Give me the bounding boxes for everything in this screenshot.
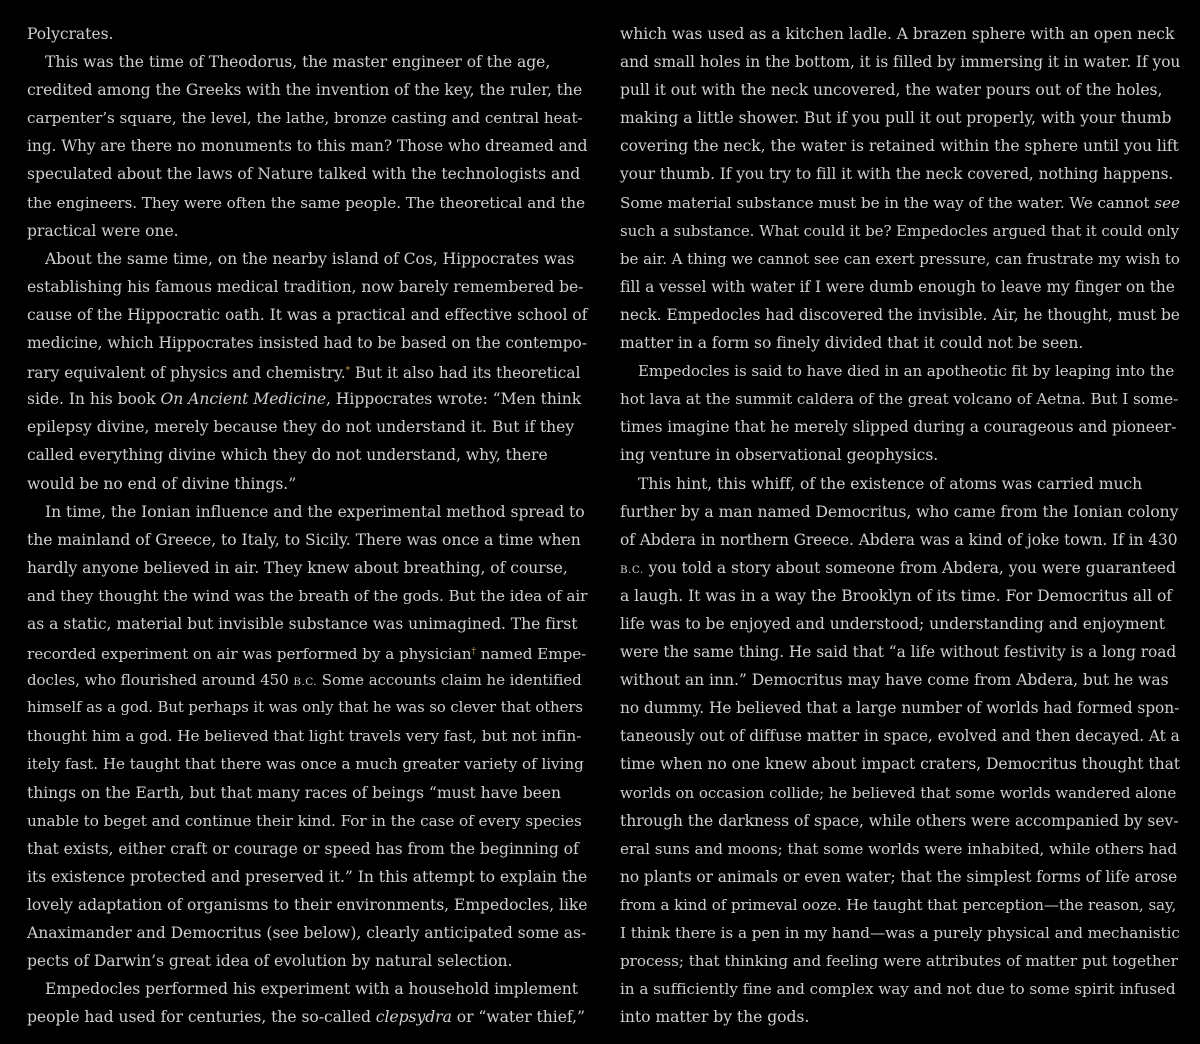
text-line: ing venture in observational geophysics. xyxy=(620,446,939,465)
text-line: be air. A thing we cannot see can exert pressure, can frustrate my wish to xyxy=(620,249,1180,268)
text-line: were the same thing. He said that “a life without festivity is a long road xyxy=(620,643,1177,662)
era-abbreviation: B.C. xyxy=(620,563,644,576)
text-line: no dummy. He believed that a large number of worlds had formed spon- xyxy=(620,699,1180,718)
text-line: things on the Earth, but that many races of beings “must have been xyxy=(27,783,562,802)
text-span: recorded experiment on air was performed by a physician xyxy=(27,645,472,664)
text-line: and they thought the wind was the breath of the gods. But the idea of air xyxy=(27,586,588,605)
text-span: people had used for centuries, the so-called xyxy=(27,1008,376,1027)
text-span: , Hippocrates wrote: “Men think xyxy=(326,390,582,409)
text-span: Some material substance must be in the way of the water. We cannot xyxy=(620,193,1155,212)
text-span: or “water thief,” xyxy=(451,1008,585,1027)
text-span: you told a story about someone from Abdera, you were guaranteed xyxy=(643,558,1176,577)
text-line: Anaximander and Democritus (see below), clearly anticipated some as- xyxy=(27,924,587,942)
text-line: eral suns and moons; that some worlds were inhabited, while others had xyxy=(620,839,1178,858)
text-line: into matter by the gods. xyxy=(620,1008,810,1027)
footnote-marker[interactable]: * xyxy=(345,366,351,377)
text-line: epilepsy divine, merely because they do not understand it. But if they xyxy=(27,418,575,437)
text-line: covering the neck, the water is retained within the sphere until you lift xyxy=(620,137,1179,156)
text-line: as a static, material but invisible substance was unimagined. The first xyxy=(27,614,578,633)
paragraph-start-aetna: Empedocles is said to have died in an apotheotic fit by leaping into the xyxy=(638,362,1175,381)
left-column xyxy=(27,20,587,1031)
text-line: called everything divine which they do not understand, why, there xyxy=(27,446,548,465)
text-line: of Abdera in northern Greece. Abdera was a kind of joke town. If in 430 xyxy=(620,530,1178,549)
text-line: times imagine that he merely slipped during a courageous and pioneer- xyxy=(620,418,1177,437)
text-line: from a kind of primeval ooze. He taught that perception—the reason, say, xyxy=(620,895,1177,914)
text-line xyxy=(620,554,1180,582)
text-line: I think there is a pen in my hand—was a purely physical and mechanistic xyxy=(620,924,1180,942)
text-line: that exists, either craft or courage or speed has from the beginning of xyxy=(27,839,579,858)
text-line: without an inn.” Democritus may have come from Abdera, but he was xyxy=(620,671,1169,690)
text-line: the engineers. They were often the same people. The theoretical and the xyxy=(27,193,586,212)
text-line: in a sufficiently fine and complex way and not due to some spirit infused xyxy=(620,980,1176,999)
text-line: taneously out of diffuse matter in space, evolved and then decayed. At a xyxy=(620,727,1180,746)
text-line: time when no one knew about impact craters, Democritus thought that xyxy=(620,755,1181,774)
text-line xyxy=(27,385,587,413)
text-line xyxy=(27,357,587,385)
book-page-spread xyxy=(0,20,1200,1044)
text-line: matter in a form so finely divided that it could not be seen. xyxy=(620,334,1084,353)
text-line: through the darkness of space, while others were accompanied by sev- xyxy=(620,811,1179,830)
text-line: which was used as a kitchen ladle. A brazen sphere with an open neck xyxy=(620,25,1175,43)
text-line: its existence protected and preserved it.” In this attempt to explain the xyxy=(27,867,588,886)
paragraph-start-theodorus: This was the time of Theodorus, the master engineer of the age, xyxy=(45,53,551,72)
text-line: such a substance. What could it be? Empedocles argued that it could only xyxy=(620,221,1180,240)
text-line: unable to beget and continue their kind. For in the case of every species xyxy=(27,811,582,830)
text-line: your thumb. If you try to fill it with the neck covered, nothing happens. xyxy=(620,165,1174,184)
text-span: side. In his book xyxy=(27,390,161,409)
text-line: worlds on occasion collide; he believed that some worlds wandered alone xyxy=(620,783,1177,802)
text-line: speculated about the laws of Nature talked with the technologists and xyxy=(27,165,581,184)
text-line: the mainland of Greece, to Italy, to Sicily. There was once a time when xyxy=(27,530,581,549)
text-span: docles, who flourished around 450 xyxy=(27,671,294,690)
text-line: itely fast. He taught that there was once a much greater variety of living xyxy=(27,755,584,774)
text-line: further by a man named Democritus, who came from the Ionian colony xyxy=(620,502,1179,521)
text-line: cause of the Hippocratic oath. It was a practical and effective school of xyxy=(27,305,588,324)
text-line: credited among the Greeks with the invention of the key, the ruler, the xyxy=(27,81,583,100)
text-line: process; that thinking and feeling were attributes of matter put together xyxy=(620,952,1178,971)
footnote-marker[interactable]: † xyxy=(471,647,476,658)
era-abbreviation: B.C. xyxy=(293,676,318,689)
book-title-italic: On Ancient Medicine xyxy=(160,390,327,409)
text-line: no plants or animals or even water; that the simplest forms of life arose xyxy=(620,867,1178,886)
text-line: carpenter’s square, the level, the lathe, bronze casting and central heat- xyxy=(27,109,583,128)
text-line xyxy=(27,638,587,666)
paragraph-start-hippocrates: About the same time, on the nearby island of Cos, Hippocrates was xyxy=(45,249,575,268)
text-line: making a little shower. But if you pull it out properly, with your thumb xyxy=(620,109,1172,128)
text-line: pull it out with the neck uncovered, the water pours out of the holes, xyxy=(620,81,1163,100)
text-line: establishing his famous medical tradition, now barely remembered be- xyxy=(27,277,584,296)
text-line: pects of Darwin’s great idea of evolution by natural selection. xyxy=(27,952,513,971)
term-italic: clepsydra xyxy=(375,1008,452,1027)
paragraph-start-ionian: In time, the Ionian influence and the experimental method spread to xyxy=(45,502,585,521)
text-line: neck. Empedocles had discovered the invisible. Air, he thought, must be xyxy=(620,305,1180,324)
text-line: thought him a god. He believed that light travels very fast, but not infin- xyxy=(27,727,582,746)
text-line: medicine, which Hippocrates insisted had to be based on the contempo- xyxy=(27,334,587,353)
text-line: fill a vessel with water if I were dumb enough to leave my finger on the xyxy=(620,277,1175,296)
text-line: hardly anyone believed in air. They knew about breathing, of course, xyxy=(27,558,568,577)
text-line: a laugh. It was in a way the Brooklyn of its time. For Democritus all of xyxy=(620,586,1173,605)
text-line: life was to be enjoyed and understood; understanding and enjoyment xyxy=(620,614,1165,633)
text-line xyxy=(27,666,587,694)
text-span: named Empe- xyxy=(475,645,587,664)
text-line: Polycrates. xyxy=(27,25,114,43)
emphasis-italic: see xyxy=(1154,193,1180,212)
text-line: and small holes in the bottom, it is filled by immersing it in water. If you xyxy=(620,53,1181,72)
text-span: rary equivalent of physics and chemistry. xyxy=(27,364,346,383)
text-line xyxy=(620,189,1180,217)
text-line: hot lava at the summit caldera of the great volcano of Aetna. But I some- xyxy=(620,390,1179,409)
paragraph-start-democritus: This hint, this whiff, of the existence of atoms was carried much xyxy=(638,474,1143,493)
text-span: Some accounts claim he identified xyxy=(317,671,582,690)
text-span: But it also had its theoretical xyxy=(350,364,581,383)
text-line: ing. Why are there no monuments to this man? Those who dreamed and xyxy=(27,137,588,156)
text-line: lovely adaptation of organisms to their environments, Empedocles, like xyxy=(27,895,588,914)
paragraph-start-experiment: Empedocles performed his experiment with a household implement xyxy=(45,980,578,999)
text-line: practical were one. xyxy=(27,221,179,240)
text-line: himself as a god. But perhaps it was only that he was so clever that others xyxy=(27,699,583,717)
right-column xyxy=(620,20,1180,1031)
text-line: would be no end of divine things.” xyxy=(27,474,297,493)
text-line xyxy=(27,1003,587,1031)
